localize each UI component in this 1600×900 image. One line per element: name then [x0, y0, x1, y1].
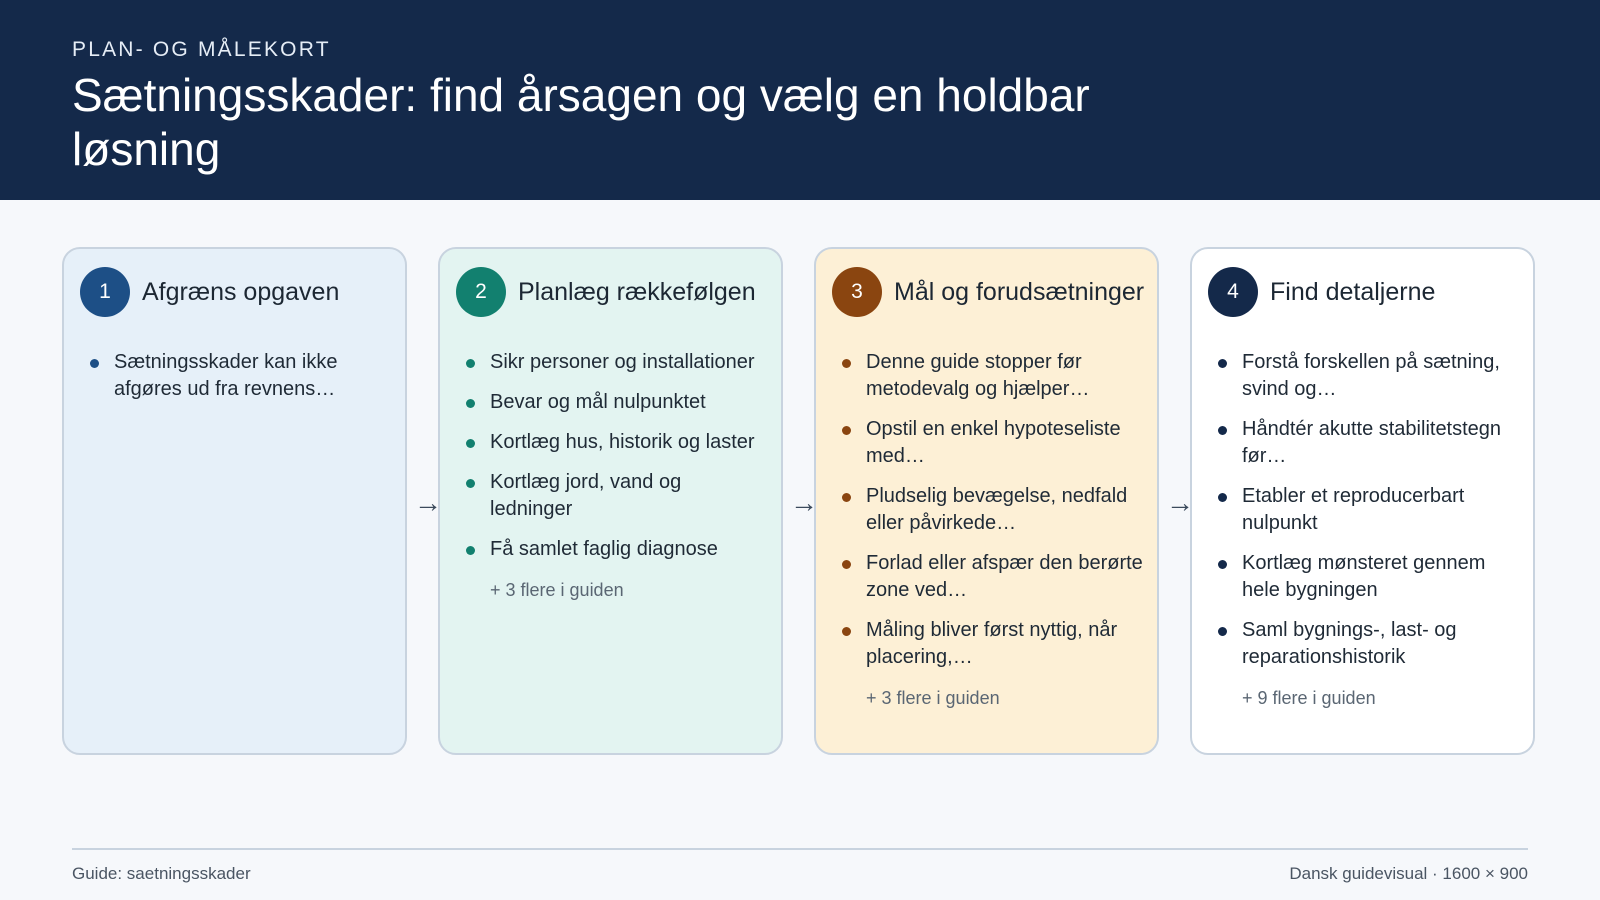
- arrow-right-icon: →: [1166, 487, 1194, 518]
- list-item-text: Kortlæg hus, historik og laster: [490, 431, 755, 453]
- list-item-text: Få samlet faglig diagnose: [490, 538, 718, 560]
- arrow-right-icon: →: [790, 487, 818, 518]
- list-item-text: Måling bliver først nyttig, når placering,…: [866, 619, 1118, 668]
- step-card-header: [832, 267, 1144, 317]
- more-in-guide-note: + 3 flere i guiden: [490, 580, 624, 600]
- bullet-icon: [90, 359, 99, 368]
- step-card-3: [814, 247, 1159, 755]
- step-card-header: [456, 267, 756, 317]
- bullet-icon: [1218, 493, 1227, 502]
- list-item-text: Saml bygnings-, last- og reparationshistorik: [1242, 619, 1457, 668]
- step-item-list: [1218, 349, 1519, 709]
- more-in-guide-note: + 3 flere i guiden: [866, 688, 1000, 708]
- list-item: [90, 349, 391, 403]
- list-item-text: Kortlæg mønsteret gennem hele bygningen: [1242, 552, 1486, 601]
- list-item: [1218, 550, 1519, 604]
- eyebrow-label: PLAN- OG MÅLEKORT: [72, 38, 331, 61]
- list-item-text: Sikr personer og installationer: [490, 351, 755, 373]
- footer-source: Guide: saetningsskader: [72, 864, 251, 883]
- step-card-4: [1190, 247, 1535, 755]
- list-item: [466, 389, 767, 416]
- list-item-text: Bevar og mål nulpunktet: [490, 391, 706, 413]
- step-card-header: [1208, 267, 1435, 317]
- footer-credit: Dansk guidevisual · 1600 × 900: [1289, 864, 1528, 883]
- step-title: Planlæg rækkefølgen: [518, 277, 756, 306]
- list-item: [1218, 416, 1519, 470]
- list-item: [466, 349, 767, 376]
- bullet-icon: [842, 359, 851, 368]
- bullet-icon: [466, 439, 475, 448]
- bullet-icon: [1218, 426, 1227, 435]
- bullet-icon: [466, 479, 475, 488]
- step-card-1: [62, 247, 407, 755]
- step-title: Afgræns opgaven: [142, 277, 340, 306]
- arrow-right-icon: →: [414, 487, 442, 518]
- list-item: [842, 550, 1143, 604]
- bullet-icon: [842, 560, 851, 569]
- step-title: Find detaljerne: [1270, 277, 1436, 306]
- step-card-2: [438, 247, 783, 755]
- list-item: [842, 483, 1143, 537]
- step-item-list: [466, 349, 767, 601]
- step-number-badge: 3: [832, 267, 882, 317]
- bullet-icon: [466, 359, 475, 368]
- list-item-text: Forlad eller afspær den berørte zone ved…: [866, 552, 1143, 601]
- list-item: [466, 469, 767, 523]
- list-item: [1218, 483, 1519, 537]
- step-item-list: [90, 349, 391, 416]
- header-banner: [0, 0, 1600, 200]
- list-item-text: Kortlæg jord, vand og ledninger: [490, 471, 682, 520]
- page-title: Sætningsskader: find årsagen og vælg en holdbar løsning: [72, 69, 1090, 175]
- bullet-icon: [466, 546, 475, 555]
- step-number-badge: 2: [456, 267, 506, 317]
- step-card-header: [80, 267, 339, 317]
- bullet-icon: [466, 399, 475, 408]
- list-item-text: Denne guide stopper før metodevalg og hjælper…: [866, 351, 1090, 400]
- bullet-icon: [842, 627, 851, 636]
- step-number-badge: 1: [80, 267, 130, 317]
- step-title: Mål og forudsætninger: [894, 277, 1145, 306]
- list-item: [842, 349, 1143, 403]
- list-item-text: Etabler et reproducerbart nulpunkt: [1242, 485, 1465, 534]
- list-item-text: Håndtér akutte stabilitetstegn før…: [1242, 418, 1502, 467]
- list-item: [1218, 349, 1519, 403]
- list-item: [842, 416, 1143, 470]
- list-item-text: Pludselig bevægelse, nedfald eller påvirkede…: [866, 485, 1128, 534]
- step-number-badge: 4: [1208, 267, 1258, 317]
- more-in-guide-note: + 9 flere i guiden: [1242, 688, 1376, 708]
- bullet-icon: [1218, 627, 1227, 636]
- list-item: [1218, 617, 1519, 671]
- step-item-list: [842, 349, 1143, 709]
- list-item-text: Forstå forskellen på sætning, svind og…: [1242, 351, 1500, 400]
- footer-divider: [72, 848, 1528, 850]
- list-item: [466, 536, 767, 563]
- bullet-icon: [1218, 359, 1227, 368]
- bullet-icon: [842, 493, 851, 502]
- bullet-icon: [1218, 560, 1227, 569]
- list-item: [842, 617, 1143, 671]
- bullet-icon: [842, 426, 851, 435]
- list-item-text: Sætningsskader kan ikke afgøres ud fra revnens…: [114, 351, 338, 400]
- list-item-text: Opstil en enkel hypoteseliste med…: [866, 418, 1121, 467]
- list-item: [466, 429, 767, 456]
